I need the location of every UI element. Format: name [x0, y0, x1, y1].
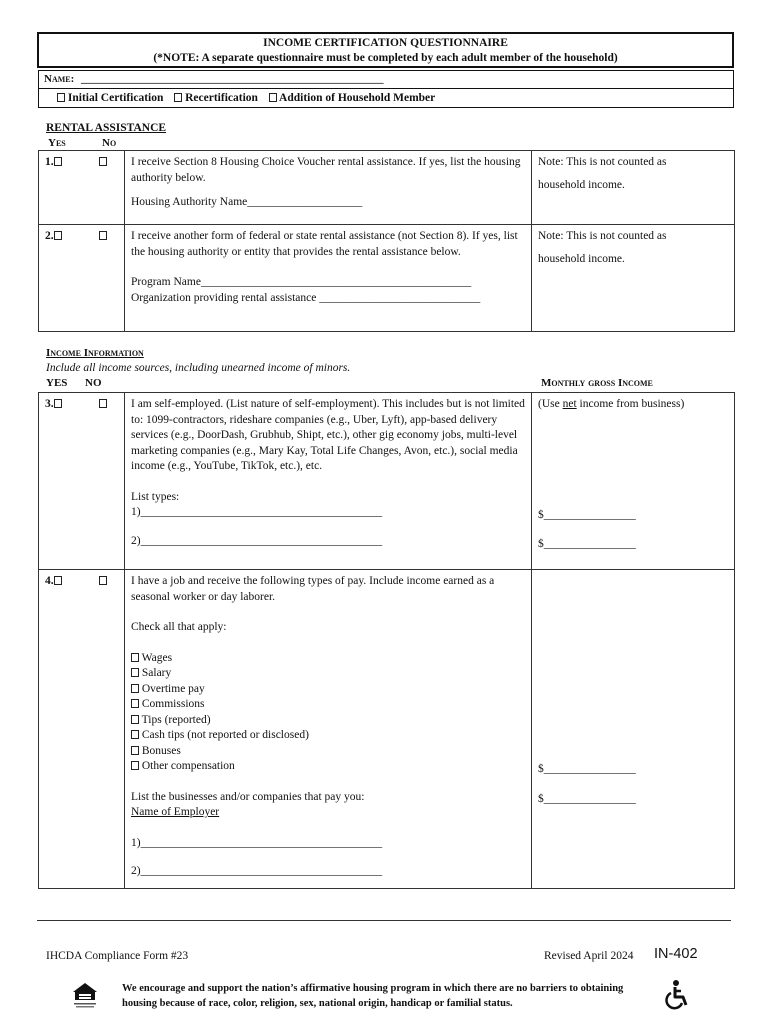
q2-text: I receive another form of federal or state rental assistance (not Section 8). If yes, list the housing authority or entity that provides the rental assistance below. [131, 230, 518, 258]
recertification-label: Recertification [185, 92, 258, 104]
housing-authority-name-field[interactable]: Housing Authority Name____________________ [131, 196, 363, 208]
q4-text-cell [125, 570, 532, 889]
self-employment-amount-2-field[interactable]: $________________ [538, 538, 636, 550]
pay-type-tips-reported [131, 713, 525, 729]
q4-text: I have a job and receive the following types of pay. Include income earned as a seasonal worker or day laborer. [131, 575, 495, 603]
q1-note-cell [532, 151, 735, 225]
wages-checkbox[interactable] [131, 653, 139, 662]
monthly-gross-income-header: Monthly gross Income [541, 377, 653, 389]
employer-2-field[interactable]: 2)__________________________________________ [131, 865, 383, 877]
q1-no-checkbox[interactable] [99, 157, 107, 166]
fair-housing-statement: We encourage and support the nation’s affirmative housing program in which there are no barriers to obtaining housing because of race, color, religion, sex, national origin, handicap or familial status. [122, 983, 624, 1009]
q1-yes-checkbox[interactable] [54, 157, 62, 166]
equal-housing-opportunity-icon [70, 982, 100, 1010]
pay-type-other [131, 759, 525, 775]
pay-type-bonuses [131, 744, 525, 760]
recertification-checkbox[interactable] [174, 93, 182, 102]
q3-net-word: net [562, 398, 577, 410]
q3-list-types-label: List types: [131, 490, 180, 503]
overtime-label: Overtime pay [141, 682, 205, 695]
income-information-heading: Income Information [46, 347, 144, 359]
form-note: (*NOTE: A separate questionnaire must be completed by each adult member of the household) [153, 52, 618, 64]
income-yes-header: YES [46, 377, 68, 389]
initial-certification-label: Initial Certification [67, 92, 164, 104]
q4-check-all-label: Check all that apply: [131, 621, 227, 633]
name-label: Name: [44, 73, 75, 85]
q2-yes-cell [39, 225, 85, 332]
q2-number: 2. [45, 230, 54, 242]
pay-type-cash-tips [131, 728, 525, 744]
income-table [38, 392, 735, 889]
q3-no-cell [85, 393, 125, 570]
overtime-checkbox[interactable] [131, 684, 139, 693]
accessibility-icon [662, 978, 692, 1010]
q1-text: I receive Section 8 Housing Choice Voucher rental assistance. If yes, list the housing authority below. [131, 156, 521, 184]
other-compensation-label: Other compensation [141, 760, 235, 772]
q4-number: 4. [45, 575, 54, 587]
pay-type-salary [131, 666, 525, 682]
q3-yes-checkbox[interactable] [54, 399, 62, 408]
tips-reported-checkbox[interactable] [131, 715, 139, 724]
self-employment-type-2-field[interactable]: 2)__________________________________________ [131, 534, 383, 547]
form-name: IHCDA Compliance Form #23 [46, 950, 189, 962]
initial-certification-checkbox[interactable] [57, 93, 65, 102]
form-code: IN-402 [654, 946, 698, 962]
salary-label: Salary [141, 667, 172, 679]
employer-1-field[interactable]: 1)__________________________________________ [131, 836, 383, 849]
commissions-checkbox[interactable] [131, 699, 139, 708]
form-title: INCOME CERTIFICATION QUESTIONNAIRE [263, 37, 508, 49]
rental-yes-header: Yes [48, 137, 66, 149]
rental-question-2-row [39, 225, 735, 332]
self-employment-type-1-field[interactable]: 1)__________________________________________ [131, 506, 383, 518]
pay-type-commissions [131, 697, 525, 713]
income-no-header: NO [85, 377, 102, 389]
pay-type-wages [131, 651, 525, 667]
q3-net-prefix: (Use [538, 398, 563, 410]
salary-checkbox[interactable] [131, 668, 139, 677]
q3-no-checkbox[interactable] [99, 399, 107, 408]
cash-tips-checkbox[interactable] [131, 730, 139, 739]
q1-text-cell [125, 151, 532, 225]
income-question-4-row [39, 570, 735, 889]
q4-list-businesses-label: List the businesses and/or companies that pay you: [131, 790, 365, 803]
q1-note-line-2: household income. [538, 178, 625, 191]
q3-number: 3. [45, 398, 54, 410]
q4-no-checkbox[interactable] [99, 576, 107, 585]
q3-amount-cell [532, 393, 735, 570]
q2-yes-checkbox[interactable] [54, 231, 62, 240]
wages-label: Wages [141, 651, 173, 664]
rental-assistance-heading: RENTAL ASSISTANCE [46, 122, 167, 134]
q4-yes-cell [39, 570, 85, 889]
q3-net-instruction [538, 397, 728, 413]
income-information-subheading: Include all income sources, including unearned income of minors. [46, 362, 351, 374]
bonuses-checkbox[interactable] [131, 746, 139, 755]
name-field[interactable]: _______________________________________________________ [81, 73, 384, 85]
addition-household-member-label: Addition of Household Member [279, 92, 436, 104]
employment-amount-1-field[interactable]: $________________ [538, 763, 636, 775]
q4-amount-cell [532, 570, 735, 889]
q1-note-line-1: Note: This is not counted as [538, 156, 667, 168]
q4-yes-checkbox[interactable] [54, 576, 62, 585]
q2-no-cell [85, 225, 125, 332]
q2-note-line-2: household income. [538, 252, 625, 265]
q3-net-suffix: income from business) [576, 398, 685, 410]
rental-no-header: No [102, 137, 117, 149]
q2-note-line-1: Note: This is not counted as [538, 230, 667, 242]
other-compensation-checkbox[interactable] [131, 761, 139, 770]
q2-no-checkbox[interactable] [99, 231, 107, 240]
commissions-label: Commissions [141, 698, 205, 710]
name-row [38, 70, 734, 89]
income-question-3-row [39, 393, 735, 570]
q3-text-cell [125, 393, 532, 570]
footer-divider [37, 920, 731, 921]
rental-question-1-row [39, 151, 735, 225]
addition-household-member-checkbox[interactable] [269, 93, 277, 102]
certification-type-row [38, 88, 734, 108]
pay-type-overtime [131, 682, 525, 698]
organization-field[interactable]: Organization providing rental assistance ____________________________ [131, 291, 481, 304]
cash-tips-label: Cash tips (not reported or disclosed) [141, 729, 309, 741]
program-name-field[interactable]: Program Name_______________________________________________ [131, 276, 472, 288]
employer-name-label: Name of Employer [131, 806, 220, 818]
q1-yes-cell [39, 151, 85, 225]
q1-number: 1. [45, 156, 54, 168]
tips-reported-label: Tips (reported) [141, 713, 211, 726]
bonuses-label: Bonuses [141, 744, 181, 757]
q4-no-cell [85, 570, 125, 889]
revised-date: Revised April 2024 [544, 950, 634, 962]
q3-yes-cell [39, 393, 85, 570]
q2-text-cell [125, 225, 532, 332]
self-employment-amount-1-field[interactable]: $________________ [538, 508, 636, 521]
q1-no-cell [85, 151, 125, 225]
form-title-box [37, 32, 734, 68]
employment-amount-2-field[interactable]: $________________ [538, 792, 636, 805]
q2-note-cell [532, 225, 735, 332]
q3-text: I am self-employed. (List nature of self-employment). This includes but is not limited to: 1099-contractors, rideshare companies (e.g., Uber, Lyft), app-based delivery services (e.g., DoorDash, Grubhub, Shipt, etc.), other gig economy jobs, multi-level marketing companies (e.g., Mary Kay, Total Life Changes, Avon, etc.), social media income (e.g., YouTube, TikTok, etc.), etc. [131, 398, 525, 472]
rental-assistance-table [38, 150, 735, 332]
